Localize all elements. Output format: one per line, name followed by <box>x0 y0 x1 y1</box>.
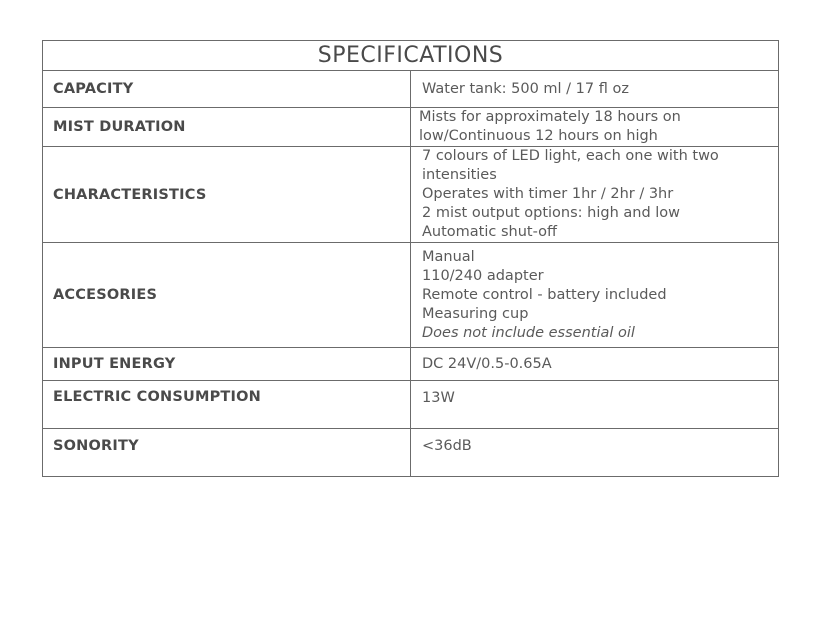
row-value <box>411 147 779 243</box>
table-row <box>43 348 779 381</box>
row-value <box>411 71 779 108</box>
row-value <box>411 243 779 348</box>
value-line: Remote control - battery included <box>422 286 667 303</box>
table-row <box>43 147 779 243</box>
value-line: Automatic shut-off <box>422 224 557 240</box>
row-value <box>411 348 779 381</box>
table-row <box>43 71 779 108</box>
value-line: <36dB <box>422 438 472 454</box>
row-value <box>411 381 779 429</box>
table-header-row <box>43 41 779 71</box>
value-line: 2 mist output options: high and low <box>422 205 681 221</box>
value-line: Manual <box>422 248 475 265</box>
row-label: CHARACTERISTICS <box>43 147 411 243</box>
row-value <box>411 429 779 477</box>
value-line: Water tank: 500 ml / 17 fl oz <box>422 80 629 97</box>
row-label: ELECTRIC CONSUMPTION <box>43 381 411 429</box>
table-row <box>43 429 779 477</box>
value-line: 7 colours of LED light, each one with two intensities <box>422 148 719 183</box>
row-label: SONORITY <box>43 429 411 477</box>
row-label: CAPACITY <box>43 71 411 108</box>
table-row <box>43 381 779 429</box>
row-value <box>411 108 779 147</box>
table-row <box>43 243 779 348</box>
row-label: ACCESORIES <box>43 243 411 348</box>
value-line: Measuring cup <box>422 305 529 322</box>
value-line: DC 24V/0.5-0.65A <box>422 355 552 372</box>
value-line: Operates with timer 1hr / 2hr / 3hr <box>422 186 674 202</box>
value-line: 110/240 adapter <box>422 267 544 284</box>
table-row <box>43 108 779 147</box>
table-title: SPECIFICATIONS <box>43 41 779 71</box>
row-label: INPUT ENERGY <box>43 348 411 381</box>
specifications-table <box>42 40 779 477</box>
value-line: 13W <box>422 390 455 406</box>
value-line: Mists for approximately 18 hours on low/Continuous 12 hours on high <box>419 109 681 144</box>
row-label: MIST DURATION <box>43 108 411 147</box>
value-note: Does not include essential oil <box>422 324 635 341</box>
